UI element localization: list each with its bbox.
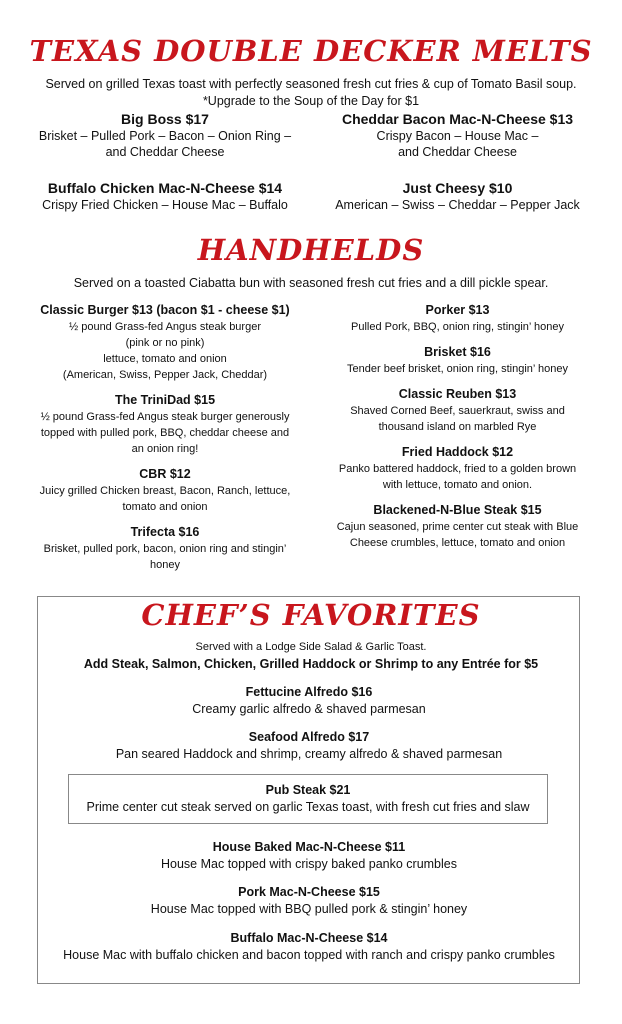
item-name: Fettucine Alfredo $16	[245, 685, 373, 699]
chef-item-pork-mac	[40, 883, 578, 917]
item-desc: Shaved Corned Beef, sauerkraut, swiss and	[350, 405, 565, 417]
melts-upgrade-note: *Upgrade to the Soup of the Day for $1	[202, 94, 420, 108]
menu-item	[25, 391, 305, 457]
item-desc: American – Swiss – Cheddar – Pepper Jack	[335, 198, 580, 212]
handhelds-left-column	[25, 301, 305, 581]
item-desc: lettuce, tomato and onion	[103, 353, 227, 365]
item-name: Pub Steak $21	[265, 783, 351, 797]
menu-item	[320, 301, 595, 335]
item-desc: Panko battered haddock, fried to a golden brown	[338, 463, 577, 475]
item-desc: House Mac topped with crispy baked panko crumbles	[161, 857, 457, 871]
chefs-add-protein-note: Add Steak, Salmon, Chicken, Grilled Haddock or Shrimp to any Entrée for $5	[83, 657, 539, 671]
item-desc: Brisket, pulled pork, bacon, onion ring and stingin’	[43, 543, 287, 555]
item-name: Cheddar Bacon Mac-N-Cheese $13	[341, 111, 574, 127]
menu-item	[25, 301, 305, 383]
menu-item	[25, 523, 305, 573]
item-desc: and Cheddar Cheese	[398, 145, 517, 159]
item-desc: ½ pound Grass-fed Angus steak burger	[68, 321, 261, 333]
item-name: Blackened-N-Blue Steak $15	[373, 503, 542, 517]
chef-item-house-mac	[40, 838, 578, 872]
item-name: Pork Mac-N-Cheese $15	[238, 885, 380, 899]
item-desc: with lettuce, tomato and onion.	[382, 479, 533, 491]
item-desc: Creamy garlic alfredo & shaved parmesan	[192, 702, 426, 716]
item-desc: Crispy Bacon – House Mac –	[376, 129, 539, 143]
menu-item	[320, 443, 595, 493]
item-desc: Brisket – Pulled Pork – Bacon – Onion Ring –	[38, 129, 292, 143]
handhelds-intro: Served on a toasted Ciabatta bun with seasoned fresh cut fries and a dill pickle spear.	[73, 276, 549, 290]
item-name: Buffalo Chicken Mac-N-Cheese $14	[47, 180, 283, 196]
item-desc: and Cheddar Cheese	[105, 145, 225, 159]
item-name: Brisket $16	[424, 345, 491, 359]
chef-item-fettucine	[40, 683, 578, 717]
item-desc: Cheese crumbles, lettuce, tomato and onion	[349, 537, 566, 549]
item-desc: Pulled Pork, BBQ, onion ring, stingin’ honey	[351, 321, 564, 333]
item-desc: (American, Swiss, Pepper Jack, Cheddar)	[62, 369, 268, 381]
item-name: The TriniDad $15	[114, 393, 216, 407]
menu-item	[320, 385, 595, 435]
item-desc: tomato and onion	[122, 501, 208, 513]
item-name: Fried Haddock $12	[401, 445, 514, 459]
item-name: Big Boss $17	[121, 111, 209, 127]
item-desc: Cajun seasoned, prime center cut steak with Blue	[336, 521, 579, 533]
item-desc: Prime center cut steak served on garlic Texas toast, with fresh cut fries and slaw	[86, 800, 530, 814]
item-name: CBR $12	[139, 467, 191, 481]
chef-item-buffalo-mac	[40, 929, 578, 963]
melt-item-buffalo-chicken	[20, 179, 310, 213]
item-name: Buffalo Mac-N-Cheese $14	[230, 931, 388, 945]
item-desc: Juicy grilled Chicken breast, Bacon, Ranch, lettuce,	[39, 485, 291, 497]
menu-item	[25, 465, 305, 515]
item-desc: honey	[150, 559, 180, 571]
chef-item-pub-steak	[68, 781, 548, 815]
item-desc: topped with pulled pork, BBQ, cheddar cheese and	[40, 427, 290, 439]
item-desc: Pan seared Haddock and shrimp, creamy alfredo & shaved parmesan	[115, 747, 503, 761]
melts-title: TEXAS DOUBLE DECKER MELTS	[29, 34, 593, 68]
menu-item	[320, 501, 595, 551]
item-name: Trifecta $16	[130, 525, 200, 539]
item-desc: an onion ring!	[131, 443, 199, 455]
menu-item	[320, 343, 595, 377]
item-name: Porker $13	[425, 303, 490, 317]
item-name: Just Cheesy $10	[402, 180, 513, 196]
melt-item-just-cheesy	[310, 179, 605, 213]
melt-item-cheddar-bacon	[310, 110, 605, 160]
item-desc: ½ pound Grass-fed Angus steak burger generously	[40, 411, 290, 423]
item-name: Classic Reuben $13	[398, 387, 517, 401]
item-desc: (pink or no pink)	[125, 337, 205, 349]
handhelds-right-column	[320, 301, 595, 559]
chefs-favorites-title: CHEF’S FAVORITES	[141, 598, 481, 632]
melts-intro: Served on grilled Texas toast with perfectly seasoned fresh cut fries & cup of Tomato Basil soup.	[45, 77, 577, 91]
item-desc: House Mac with buffalo chicken and bacon topped with ranch and crispy panko crumbles	[63, 948, 555, 962]
chef-item-seafood-alfredo	[40, 728, 578, 762]
chefs-intro: Served with a Lodge Side Salad & Garlic Toast.	[195, 641, 427, 653]
item-desc: thousand island on marbled Rye	[378, 421, 537, 433]
melt-item-big-boss	[20, 110, 310, 160]
handhelds-title: HANDHELDS	[197, 233, 425, 267]
item-desc: Tender beef brisket, onion ring, stingin’ honey	[347, 363, 568, 375]
item-name: House Baked Mac-N-Cheese $11	[212, 840, 406, 854]
item-name: Seafood Alfredo $17	[248, 730, 370, 744]
item-name: Classic Burger $13 (bacon $1 - cheese $1)	[40, 303, 290, 317]
item-desc: Crispy Fried Chicken – House Mac – Buffalo	[42, 198, 288, 212]
item-desc: House Mac topped with BBQ pulled pork & stingin’ honey	[150, 902, 468, 916]
